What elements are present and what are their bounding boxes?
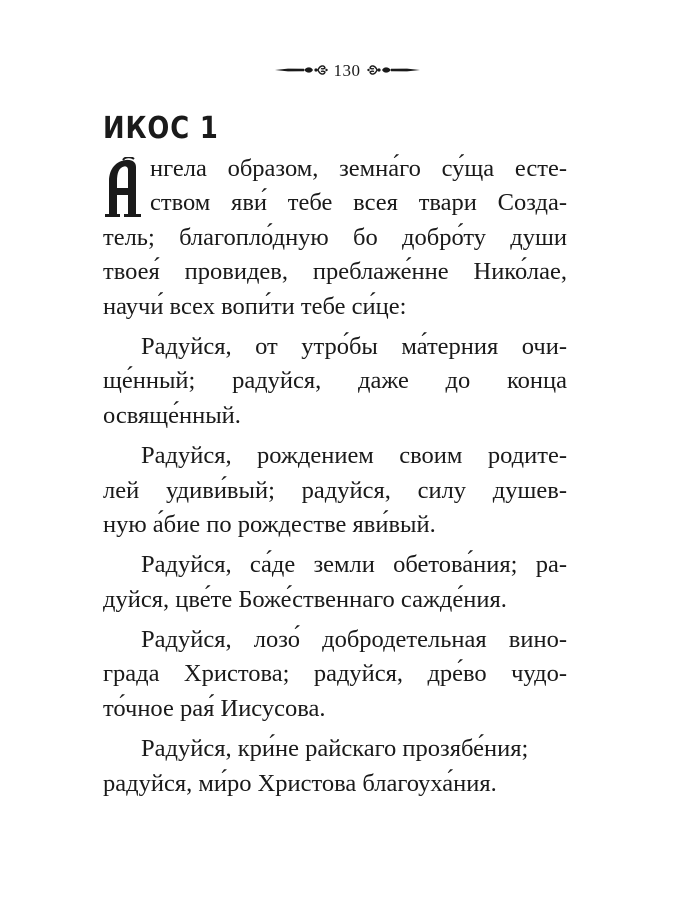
text-line: Радуйся, кри́не райскаго прозябе́ния;: [141, 735, 529, 763]
text-line: ством яви́ тебе всея твари Созда-: [150, 189, 567, 217]
text-line: дуйся, цве́те Боже́ственнаго сажде́ния.: [103, 585, 507, 613]
text-line: града Христова; радуйся, дре́во чудо-: [103, 660, 567, 688]
text-line: Радуйся, са́де земли обетова́ния; ра-: [141, 551, 567, 579]
page-number: 130: [333, 60, 361, 80]
text-line: научи́ всех вопи́ти тебе си́це:: [103, 292, 407, 320]
text-line: Радуйся, от утро́бы ма́терния очи-: [141, 332, 567, 360]
drop-cap-a: [103, 157, 143, 219]
page-header: [0, 58, 694, 82]
text-line: Радуйся, лозо́ добродетельная вино-: [141, 626, 567, 654]
left-ornament-icon: [274, 63, 328, 77]
paragraph-2: [103, 330, 567, 433]
text-line: ще́нный; радуйся, даже до конца: [103, 367, 567, 395]
paragraph-5: [103, 623, 567, 726]
text-line: тель; благопло́дную бо добро́ту души: [103, 223, 567, 251]
right-ornament-icon: [367, 63, 421, 77]
text-line: Радуйся, рождением своим родите-: [141, 442, 567, 470]
text-line: ную а́бие по рождестве яви́вый.: [103, 510, 436, 538]
text-body: [103, 152, 567, 801]
paragraph-6: [103, 732, 567, 801]
paragraph-3: [103, 439, 567, 542]
section-heading: ИКОС 1: [103, 111, 219, 146]
text-line: нгела образом, земна́го су́ща есте-: [150, 155, 567, 182]
text-line: то́чное рая́ Иисусова.: [103, 694, 326, 722]
text-line: радуйся, ми́ро Христова благоуха́ния.: [103, 769, 497, 797]
text-line: освяще́нный.: [103, 401, 241, 429]
paragraph-1: [103, 152, 567, 324]
text-line: твоея́ провидев, преблаже́нне Нико́лае,: [103, 258, 567, 286]
paragraph-4: [103, 548, 567, 617]
text-line: лей удиви́вый; радуйся, силу душев-: [103, 476, 567, 504]
